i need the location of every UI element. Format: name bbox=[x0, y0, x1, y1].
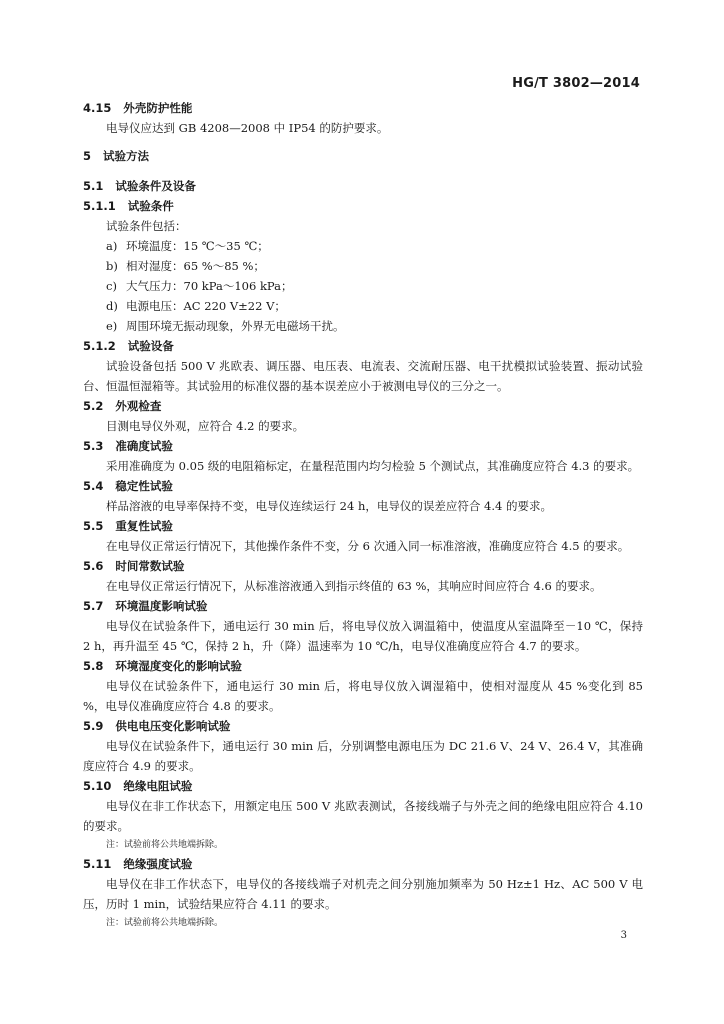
section-text: 在电导仪正常运行情况下，其他操作条件不变，分 6 次通入同一标准溶液，准确度应符合 4.5 的要求。 bbox=[106, 539, 630, 553]
section-text: 目测电导仪外观，应符合 4.2 的要求。 bbox=[106, 419, 305, 433]
section-heading: 5.1 试验条件及设备 bbox=[83, 179, 196, 193]
section-text: 电导仪在非工作状态下，用额定电压 500 V 兆欧表测试，各接线端子与外壳之间的绝缘电阻应符合 4.10 的要求。 bbox=[83, 799, 643, 833]
list-item: b) 相对湿度：65 %～85 %； bbox=[106, 259, 265, 273]
section-heading: 5.9 供电电压变化影响试验 bbox=[83, 719, 231, 733]
section-heading: 5.4 稳定性试验 bbox=[83, 479, 173, 493]
section-heading: 5.2 外观检查 bbox=[83, 399, 162, 413]
list-item: a) 环境温度：15 ℃～35 ℃； bbox=[106, 239, 269, 253]
section-heading: 5.5 重复性试验 bbox=[83, 519, 173, 533]
section-text: 试验设备包括 500 V 兆欧表、调压器、电压表、电流表、交流耐压器、电干扰模拟试验装置、振动试验台、恒温恒湿箱等。其试验用的标准仪器的基本误差应小于被测电导仪的三分之一。 bbox=[83, 359, 643, 393]
section-text: 在电导仪正常运行情况下，从标准溶液通入到指示终值的 63 %，其响应时间应符合 4.6 的要求。 bbox=[106, 579, 602, 593]
section-text: 试验条件包括： bbox=[106, 219, 187, 233]
section-heading: 5.10 绝缘电阻试验 bbox=[83, 779, 193, 793]
chapter-heading: 5 试验方法 bbox=[83, 149, 150, 163]
standard-code: HG/T 3802—2014 bbox=[512, 76, 640, 91]
subsection-heading: 5.1.2 试验设备 bbox=[83, 339, 174, 353]
section-text: 电导仪在试验条件下，通电运行 30 min 后，将电导仪放入调温箱中，使温度从室温降至－10 ℃，保持 2 h，再升温至 45 ℃，保持 2 h，升（降）温速率为 10 ℃/h，电导仪准确度应符合 4.7 的要求。 bbox=[83, 619, 643, 653]
section-heading: 5.11 绝缘强度试验 bbox=[83, 857, 193, 871]
section-heading: 4.15 外壳防护性能 bbox=[83, 101, 193, 115]
section-text: 电导仪在试验条件下，通电运行 30 min 后，分别调整电源电压为 DC 21.6 V、24 V、26.4 V，其准确度应符合 4.9 的要求。 bbox=[83, 739, 643, 773]
subsection-heading: 5.1.1 试验条件 bbox=[83, 199, 174, 213]
list-item: d) 电源电压：AC 220 V±22 V； bbox=[106, 299, 286, 313]
section-note: 注：试验前将公共地端拆除。 bbox=[106, 918, 224, 928]
section-text: 电导仪在非工作状态下，电导仪的各接线端子对机壳之间分别施加频率为 50 Hz±1 Hz、AC 500 V 电压，历时 1 min，试验结果应符合 4.11 的要求。 bbox=[83, 877, 643, 911]
list-item: c) 大气压力：70 kPa～106 kPa； bbox=[106, 279, 293, 293]
document-body bbox=[83, 98, 643, 932]
page-number: 3 bbox=[620, 930, 627, 941]
section-heading: 5.3 准确度试验 bbox=[83, 439, 173, 453]
section-text: 电导仪应达到 GB 4208—2008 中 IP54 的防护要求。 bbox=[106, 121, 389, 135]
section-text: 电导仪在试验条件下，通电运行 30 min 后，将电导仪放入调湿箱中，使相对湿度从 45 %变化到 85 %，电导仪准确度应符合 4.8 的要求。 bbox=[83, 679, 643, 713]
section-text: 采用准确度为 0.05 级的电阻箱标定，在量程范围内均匀检验 5 个测试点，其准确度应符合 4.3 的要求。 bbox=[106, 459, 640, 473]
section-heading: 5.7 环境温度影响试验 bbox=[83, 599, 208, 613]
section-heading: 5.6 时间常数试验 bbox=[83, 559, 185, 573]
list-item: e) 周围环境无振动现象，外界无电磁场干扰。 bbox=[106, 319, 345, 333]
section-heading: 5.8 环境湿度变化的影响试验 bbox=[83, 659, 242, 673]
section-note: 注：试验前将公共地端拆除。 bbox=[106, 840, 224, 850]
section-text: 样品溶液的电导率保持不变，电导仪连续运行 24 h，电导仪的误差应符合 4.4 的要求。 bbox=[106, 499, 552, 513]
